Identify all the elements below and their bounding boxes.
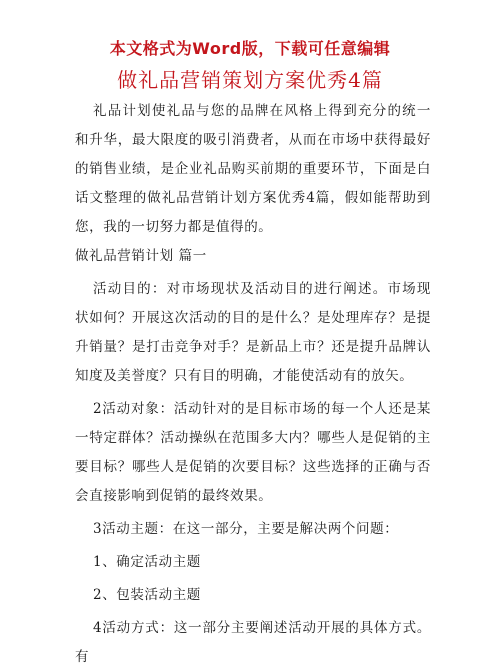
body-paragraph: 3活动主题：在这一部分，主要是解决两个问题： (93, 521, 399, 537)
body-paragraph: 2活动对象：活动针对的是目标市场的每一个人还是某一特定群体？活动操纵在范围多大内？哪些人是促销的主要目标？哪些人是促销的次要目标？这些选择的正确与否会直接影响到促销的最终效果。 (75, 401, 431, 504)
list-item: 1、确定活动主题 (93, 554, 201, 570)
list-item: 2、包装活动主题 (93, 587, 201, 603)
body-paragraph: 4活动方式：这一部分主要阐述活动开展的具体方式。有 (75, 620, 431, 665)
format-notice: 本文格式为Word版，下载可任意编辑 (109, 39, 391, 58)
section-heading: 做礼品营销计划 篇一 (75, 248, 207, 264)
document-body (75, 97, 431, 672)
body-paragraph: 活动目的：对市场现状及活动目的进行阐述。市场现状如何？开展这次活动的目的是什么？是处理库存？是提升销量？是打击竞争对手？是新品上市？还是提升品牌认知度及美誉度？只有目的明确，才能使活动有的放矢。 (75, 281, 431, 384)
intro-paragraph: 礼品计划使礼品与您的品牌在风格上得到充分的统一和升华，最大限度的吸引消费者，从而在市场中获得最好的销售业绩，是企业礼品购买前期的重要环节，下面是白话文整理的做礼品营销计划方案优秀4篇，假如能帮助到您，我的一切努力都是值得的。 (75, 103, 431, 235)
document-title: 做礼品营销策划方案优秀4篇 (117, 68, 383, 92)
